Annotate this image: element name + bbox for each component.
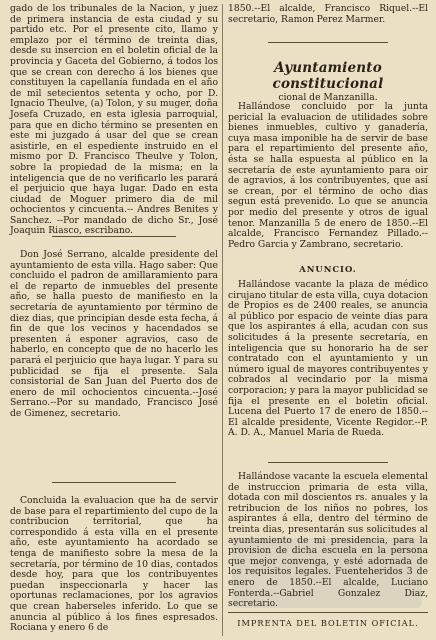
separator-line [268, 462, 388, 463]
separator-line [52, 482, 177, 483]
notice-lucena-text: Hallándose vacante la plaza de médico cirujano titular de esta villa, cuya dotacion de Propios es de 2400 reales, se anuncia al público por espacio de veinte dias para que los aspirantes á ella, acudan con sus solicitudes á la presente secretaría, en inteligencia que su honorario ha de ser contratado con el ayuntamiento y un número igual de mayores contribuyentes y cobrados al vecindario por la misma corporacion; y para la mayor publicidad se fija el presente en el boletin oficial. Lucena del Puerto 17 de enero de 1850.--El alcalde presidente, Vicente Regidor.--P. A. D. A., Manuel Maria de Rueda. [228, 279, 428, 439]
printer-footer [228, 618, 428, 632]
notice-fuenteheridos-text: Hallándose vacante la escuela elemental de instruccion primaria de esta villa, dotada con mil doscientos rs. anuales y la retribucion de los niños no pobres, los aspirantes á ella, dentro del término de treinta dias, presentarán sus solicitudes al ayuntamiento de mi presidencia, para la provision de dicha escuela en la persona que mejor convenga, y esté adornada de los requisitos legales. Fuenteheridos 3 de enero de 1850.--El alcalde, Luciano Fonterda.--Gabriel Gonzalez Diaz, secretario. [228, 471, 428, 610]
edict-san-juan [10, 250, 218, 476]
footer-rule [228, 612, 428, 613]
notice-rociana-text: Concluida la evaluacion que ha de servir de base para el repartimiento del cupo de la contribucion territorial, que ha correspondido á esta villa en el presente año, este ayuntamiento ha acordado se tenga de manifiesto sobre la mesa de la secretaría, por término de 10 dias, contados desde hoy, para que los contribuyentes puedan inspeccionarla y hacer las oportunas reclamaciones, por los agravios que crean haberseles inferido. Lo que se anuncia al público á los fines espresados. Rociana y enero 6 de [10, 495, 218, 634]
section-subheading: cional de Manzanilla. [278, 92, 378, 103]
notice-manzanilla [228, 102, 428, 252]
section-heading: Ayuntamiento constitucional [272, 60, 384, 92]
notice-lucena [228, 280, 428, 456]
notice-end-text: 1850.--El alcalde, Francisco Riquel.--El secretario, Ramon Perez Marmer. [228, 3, 428, 25]
notice-manzanilla-text: Hallándose concluido por la junta pericial la evaluacion de utilidades sobre bienes inmuebles, cultivo y ganadería, cuya masa imponible ha de servir de base para el repartimiento del presente año, ésta se halla espuesta al público en la secretaría de este ayuntamiento para oir de agravios, á los contribuyentes, que así se crean, por el término de ocho dias segun está prevenido. Lo que se anuncia por medio del presente y otros de igual tenor. Manzanilla 5 de enero de 1850.--El alcalde, Francisco Fernandez Pillado.--Pedro Garcia y Zambrano, secretario. [228, 101, 428, 250]
printer-imprint: IMPRENTA DEL BOLETIN OFICIAL. [237, 618, 419, 628]
edict-moguer [10, 3, 218, 237]
manzanilla-heading [228, 60, 428, 103]
notice-rociana [10, 496, 218, 634]
column-divider [222, 4, 223, 636]
notice-end-rociana [228, 4, 428, 32]
separator-line [52, 236, 177, 237]
anuncio-heading [228, 264, 428, 276]
anuncio-title: ANUNCIO. [299, 264, 357, 274]
edict-moguer-text: gado de los tribunales de la Nacion, y juez de primera instancia de esta ciudad y su partido etc. Por el presente cito, llamo y emplazo por el término de treinta dias, desde su insercion en el boletin oficial de la provincia y Gaceta del Gobierno, á todos los que se crean con derecho á los bienes que constituyen la capellanía fundada en el año de mil setecientos setenta y ocho, por D. Ignacio Theulve, (a) Tolon, y su muger, doña Josefa Cruzado, en esta iglesia parroquial, para que en dicho término se presenten en este mi juzgado á usar del que se crean asistirle, en el espediente instruido en el mismo por D. Francisco Theulve y Tolon, sobre la propiedad de la misma; en la inteligencia que de no verificarlo les parará el perjuicio que haya lugar. Dado en esta ciudad de Moguer primero dia de mil ochocientos y cincuenta.-- Andres Benites y Sanchez. --Por mandado de dicho Sr., José Joaquin Riasco, escribano. [10, 3, 218, 237]
archive-watermark [232, 538, 422, 608]
separator-line [268, 42, 388, 43]
edict-san-juan-text: Don José Serrano, alcalde presidente del ayuntamiento de esta villa. Hago saber: Que concluido el padron de amillaramiento para el de reparto de inmuebles del presente año, se halla puesto de manifiesto en la secretaría de ayuntamiento por término de diez dias, que principian desde esta fecha, á fin de que los vecinos y hacendados se presenten á esponer agravios, caso de haberlo, en concepto que de no hacerlo les parará el perjuicio que haya lugar. Y para su publicidad se fija el presente. Sala consistorial de San Juan del Puerto dos de enero de mil ochocientos cincuenta.--José Serrano.--Por su mandado, Francisco José de Gimenez, secretario. [10, 249, 218, 419]
